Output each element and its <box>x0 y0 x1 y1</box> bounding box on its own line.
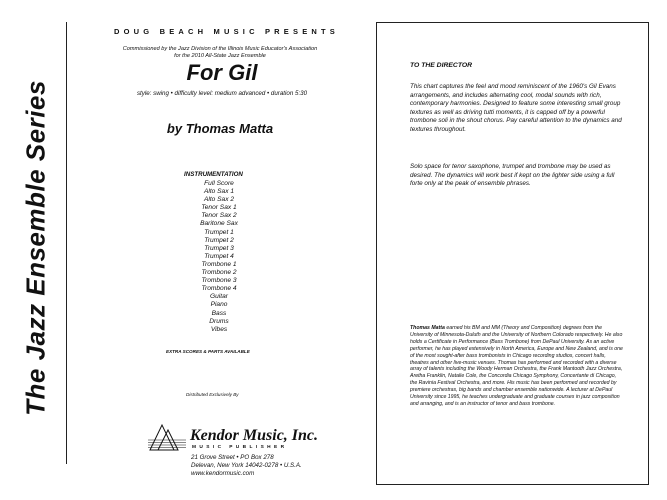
piece-title: For Gil <box>186 60 258 85</box>
instrument-item: Trumpet 1 <box>204 228 234 236</box>
spine-divider <box>66 22 67 464</box>
commission-line-1: Commissioned by the Jazz Division of the Illinois Music Educator's Association <box>122 46 318 52</box>
distributed-note: Distributed Exclusively By <box>186 392 239 397</box>
instrumentation-list <box>170 180 268 334</box>
instrument-item: Trumpet 4 <box>204 252 234 260</box>
instrument-item: Drums <box>209 317 229 325</box>
composer-bio-name: Thomas Matta <box>410 325 445 331</box>
composer-credit: by Thomas Matta <box>166 121 274 136</box>
instrument-item: Trombone 2 <box>201 269 237 277</box>
instrumentation-heading: INSTRUMENTATION <box>184 171 243 178</box>
publisher-name: Kendor Music, Inc. <box>190 427 319 444</box>
instrument-item: Bass <box>211 309 227 317</box>
instrument-item: Full Score <box>204 180 234 187</box>
instrument-item: Trombone 3 <box>201 277 237 285</box>
presents-line: DOUG BEACH MUSIC PRESENTS <box>114 27 340 36</box>
instrument-item: Tenor Sax 2 <box>201 212 237 220</box>
composer-bio <box>410 325 624 408</box>
instrument-item: Guitar <box>210 293 228 301</box>
instrument-item: Baritone Sax <box>200 220 238 228</box>
commission-note <box>90 46 350 60</box>
cover-page <box>70 0 340 500</box>
instrument-item: Alto Sax 1 <box>203 188 235 196</box>
style-info: style: swing • difficulty level: medium advanced • duration 5:30 <box>136 90 308 97</box>
instrument-item: Tenor Sax 1 <box>201 204 237 212</box>
address-line-3: www.kendormusic.com <box>191 470 255 477</box>
series-title: The Jazz Ensemble Series <box>20 80 51 416</box>
director-note-paragraph-1: This chart captures the feel and mood reminiscent of the 1960's Gil Evans arrangements, and includes alternating cool, modal sounds with rich, contemporary harmonies. Designed to feature some interesting small group textures as well as driving tutti moments, it is capped off by a powerful trombone soli in the shout chorus. Pay careful attention to the dynamics and textures throughout. <box>410 83 622 133</box>
director-heading: TO THE DIRECTOR <box>410 62 473 69</box>
commission-line-2: for the 2010 All-State Jazz Ensemble <box>174 53 266 59</box>
kendor-logo-icon <box>148 422 188 452</box>
instrument-item: Vibes <box>210 325 228 333</box>
director-notes-page <box>376 22 649 485</box>
series-spine <box>0 0 62 500</box>
instrument-item: Trombone 1 <box>201 260 237 268</box>
instrument-item: Trumpet 3 <box>204 244 234 252</box>
instrument-item: Trombone 4 <box>201 285 237 293</box>
director-note-paragraph-2: Solo space for tenor saxophone, trumpet and trombone may be used as desired. The dynamics will work best if kept on the lighter side using a full forte only at the peak of ensemble phrases. <box>410 163 615 188</box>
address-line-1: 21 Grove Street • PO Box 278 <box>191 454 274 461</box>
address-line-2: Delevan, New York 14042-0278 • U.S.A. <box>191 462 302 469</box>
instrument-item: Alto Sax 2 <box>203 196 235 204</box>
extras-note: EXTRA SCORES & PARTS AVAILABLE <box>166 349 250 354</box>
publisher-tagline: MUSIC PUBLISHER <box>192 445 288 450</box>
composer-bio-text: earned his BM and MM (Theory and Composition) degrees from the University of Minnesota-Duluth and the University of Northern Colorado respectively. He also holds a Certificate in Performance (Bass Trombone) from DePaul University. As an active performer, he has played extensively in North America, Europe and New Zealand, and is one of the most sought-after bass trombonists in Chicago recording studios, concert halls, theatres and other live-music venues. Thomas has performed and recorded with a diverse array of talents including the Woody Herman Orchestra, the Frank Mantooth Jazz Orchestra, Aretha Franklin, Natalie Cole, the Concordia Chicago Symphony, Concertante di Chicago, the Ravinia Festival Orchestra, and more. His music has been performed and recorded by premiere orchestras, big bands and chamber ensemble nationwide. A lecturer at DePaul University since 1995, he teaches undergraduate and graduate courses in jazz composition and arranging, and is an instructor of tenor and bass trombone. <box>410 325 623 407</box>
instrument-item: Piano <box>210 301 228 309</box>
instrument-item: Trumpet 2 <box>204 236 234 244</box>
